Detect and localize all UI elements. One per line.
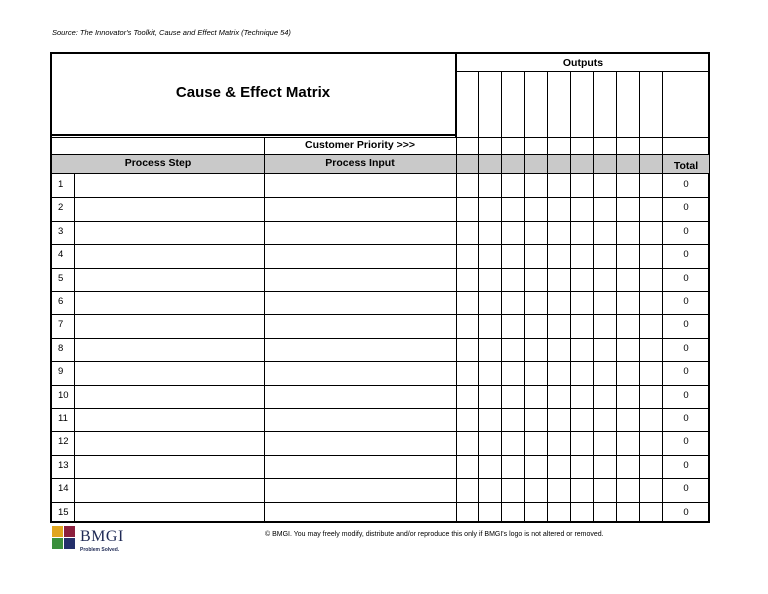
output-column-line xyxy=(639,71,640,522)
row-total: 0 xyxy=(683,506,689,518)
output-column-line xyxy=(456,53,457,522)
row-number: 15 xyxy=(58,506,69,518)
row-number: 7 xyxy=(58,319,64,331)
row-divider xyxy=(52,361,709,362)
row-total: 0 xyxy=(683,249,689,261)
process-step-header: Process Step xyxy=(124,157,192,169)
row-divider xyxy=(52,408,709,409)
header-row-top xyxy=(52,154,709,155)
row-total: 0 xyxy=(683,202,689,214)
row-divider xyxy=(52,502,709,503)
page-title: Cause & Effect Matrix xyxy=(175,84,331,101)
row-number: 8 xyxy=(58,342,64,354)
logo-text: BMGI xyxy=(80,528,124,545)
row-total: 0 xyxy=(683,459,689,471)
row-total: 0 xyxy=(683,342,689,354)
row-total: 0 xyxy=(683,413,689,424)
row-total: 0 xyxy=(683,296,689,307)
row-total: 0 xyxy=(683,483,689,495)
header-row-bottom xyxy=(52,173,709,174)
row-divider xyxy=(52,385,709,386)
row-total: 0 xyxy=(683,272,689,284)
row-divider xyxy=(52,455,709,456)
row-divider xyxy=(52,478,709,479)
logo-square-maroon xyxy=(64,526,75,537)
row-number: 2 xyxy=(58,202,64,214)
row-number: 3 xyxy=(58,225,64,237)
output-column-line xyxy=(524,71,525,522)
total-header: Total xyxy=(673,160,699,172)
row-number: 6 xyxy=(58,296,64,307)
copyright-notice: © BMGI. You may freely modify, distribute and/or reproduce this only if BMGI's logo is not altered or removed. xyxy=(265,531,604,538)
bmgi-logo xyxy=(50,526,140,558)
source-note: Source: The Innovator's Toolkit, Cause and Effect Matrix (Technique 54) xyxy=(52,28,291,37)
row-number: 10 xyxy=(58,389,69,401)
row-divider xyxy=(52,221,709,222)
row-total: 0 xyxy=(683,389,689,401)
row-total: 0 xyxy=(683,366,689,378)
output-column-line xyxy=(478,71,479,522)
logo-tagline: Problem Solved. xyxy=(80,547,120,553)
outputs-row-line xyxy=(456,71,709,72)
row-divider xyxy=(52,314,709,315)
process-input-header: Process Input xyxy=(325,157,395,169)
matrix-frame xyxy=(50,52,710,523)
row-total: 0 xyxy=(683,179,689,190)
output-column-line xyxy=(593,71,594,522)
row-divider xyxy=(52,268,709,269)
row-divider xyxy=(52,338,709,339)
outputs-label: Outputs xyxy=(562,57,604,69)
row-number: 14 xyxy=(58,483,69,495)
row-total: 0 xyxy=(683,319,689,331)
row-number: 11 xyxy=(58,413,68,424)
title-box-border xyxy=(52,134,456,136)
output-column-line xyxy=(547,71,548,522)
output-column-line xyxy=(570,71,571,522)
row-number: 4 xyxy=(58,249,64,261)
rownum-divider xyxy=(74,173,75,522)
row-divider xyxy=(52,244,709,245)
row-number: 13 xyxy=(58,459,69,471)
row-number: 12 xyxy=(58,436,69,448)
customer-priority-label: Customer Priority >>> xyxy=(305,139,415,151)
row-number: 5 xyxy=(58,272,64,284)
row-total: 0 xyxy=(683,225,689,237)
logo-square-navy xyxy=(64,538,75,549)
row-divider xyxy=(52,431,709,432)
row-total: 0 xyxy=(683,436,689,448)
row-number: 1 xyxy=(58,179,64,190)
logo-square-yellow xyxy=(52,526,63,537)
output-column-line xyxy=(501,71,502,522)
row-divider xyxy=(52,197,709,198)
row-divider xyxy=(52,291,709,292)
step-input-divider xyxy=(264,137,265,522)
output-column-line xyxy=(616,71,617,522)
row-number: 9 xyxy=(58,366,64,378)
priority-row-top xyxy=(52,137,709,138)
logo-square-green xyxy=(52,538,63,549)
